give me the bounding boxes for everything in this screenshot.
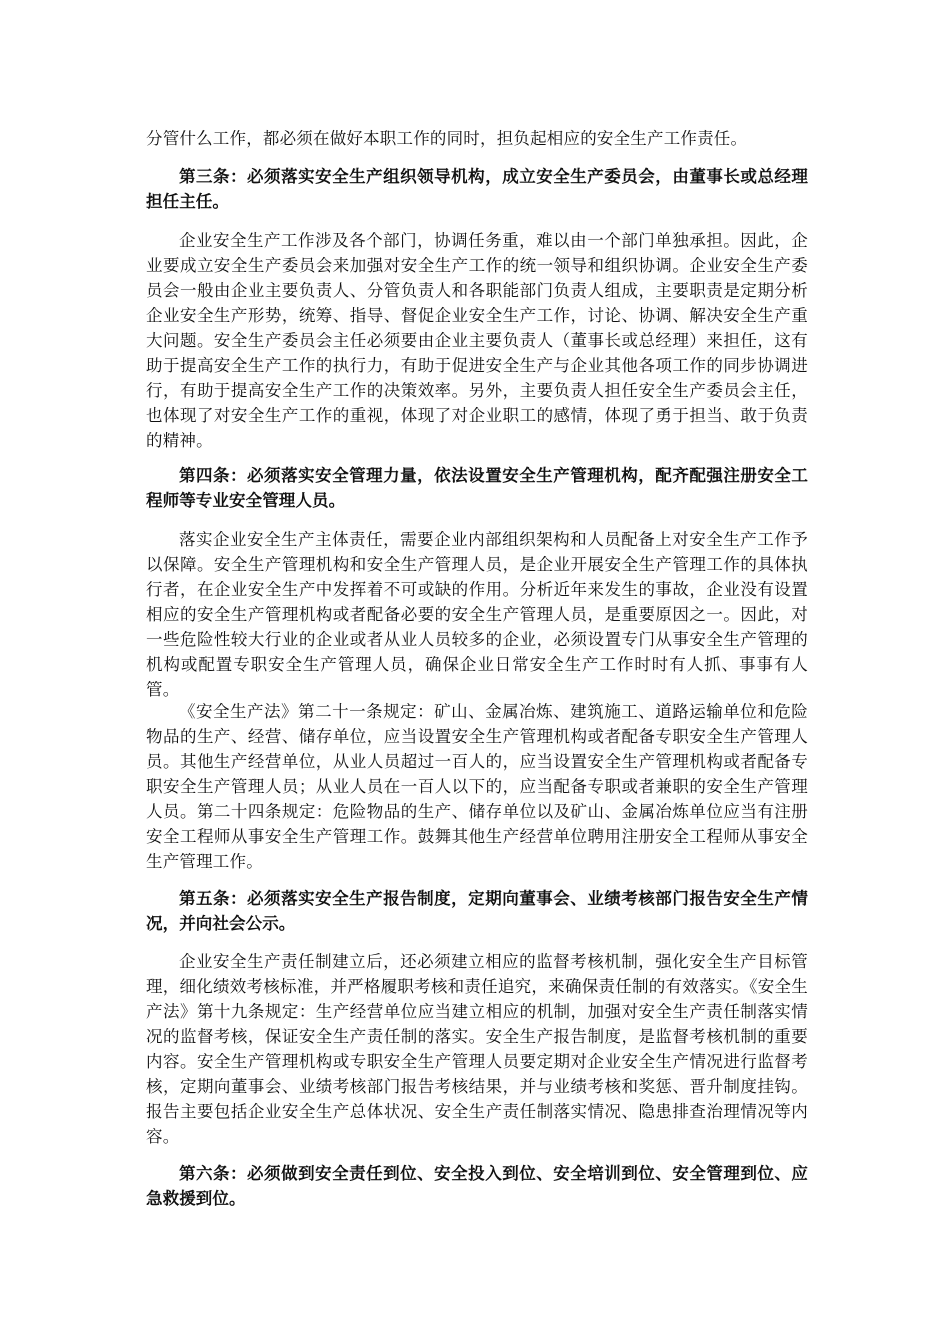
article-6-heading: 第六条：必须做到安全责任到位、安全投入到位、安全培训到位、安全管理到位、应急救援到位。 [146,1164,808,1208]
article-5-heading: 第五条：必须落实安全生产报告制度，定期向董事会、业绩考核部门报告安全生产情况，并向社会公示。 [146,889,808,933]
article-4-body-1: 落实企业安全生产主体责任，需要企业内部组织架构和人员配备上对安全生产工作予以保障。安全生产管理机构和安全生产管理人员，是企业开展安全生产管理工作的具体执行者，在企业安全生产中发挥着不可或缺的作用。分析近年来发生的事故，企业没有设置相应的安全生产管理机构或者配备必要的安全生产管理人员，是重要原因之一。因此，对一些危险性较大行业的企业或者从业人员较多的企业，必须设置专门从事安全生产管理的机构或配置专职安全生产管理人员，确保企业日常安全生产工作时时有人抓、事事有人管。 [146,530,808,699]
paragraph-continuation: 分管什么工作，都必须在做好本职工作的同时，担负起相应的安全生产工作责任。 [146,129,748,148]
article-3-body: 企业安全生产工作涉及各个部门，协调任务重，难以由一个部门单独承担。因此，企业要成立安全生产委员会来加强对安全生产工作的统一领导和组织协调。企业安全生产委员会一般由企业主要负责人、分管负责人和各职能部门负责人组成，主要职责是定期分析企业安全生产形势，统筹、指导、督促企业安全生产工作，讨论、协调、解决安全生产重大问题。安全生产委员会主任必须要由企业主要负责人（董事长或总经理）来担任，这有助于提高安全生产工作的执行力，有助于促进安全生产与企业其他各项工作的同步协调进行，有助于提高安全生产工作的决策效率。另外，主要负责人担任安全生产委员会主任，也体现了对安全生产工作的重视，体现了对企业职工的感情，体现了勇于担当、敢于负责的精神。 [146,231,808,450]
article-4-heading: 第四条：必须落实安全管理力量，依法设置安全生产管理机构，配齐配强注册安全工程师等专业安全管理人员。 [146,466,808,510]
article-3-heading: 第三条：必须落实安全生产组织领导机构，成立安全生产委员会，由董事长或总经理担任主任。 [146,167,808,211]
article-4-body-2: 《安全生产法》第二十一条规定：矿山、金属冶炼、建筑施工、道路运输单位和危险物品的生产、经营、储存单位，应当设置安全生产管理机构或者配备专职安全生产管理人员。其他生产经营单位，从业人员超过一百人的，应当设置安全生产管理机构或者配备专职安全生产管理人员；从业人员在一百人以下的，应当配备专职或者兼职的安全生产管理人员。第二十四条规定：危险物品的生产、储存单位以及矿山、金属冶炼单位应当有注册安全工程师从事安全生产管理工作。鼓舞其他生产经营单位聘用注册安全工程师从事安全生产管理工作。 [146,702,808,871]
article-5-body: 企业安全生产责任制建立后，还必须建立相应的监督考核机制，强化安全生产目标管理，细化绩效考核标准，并严格履职考核和责任追究，来确保责任制的有效落实。《安全生产法》第十九条规定：生产经营单位应当建立相应的机制，加强对安全生产责任制落实情况的监督考核，保证安全生产责任制的落实。安全生产报告制度，是监督考核机制的重要内容。安全生产管理机构或专职安全生产管理人员要定期对企业安全生产情况进行监督考核，定期向董事会、业绩考核部门报告考核结果，并与业绩考核和奖惩、晋升制度挂钩。报告主要包括企业安全生产总体状况、安全生产责任制落实情况、隐患排查治理情况等内容。 [146,952,808,1146]
